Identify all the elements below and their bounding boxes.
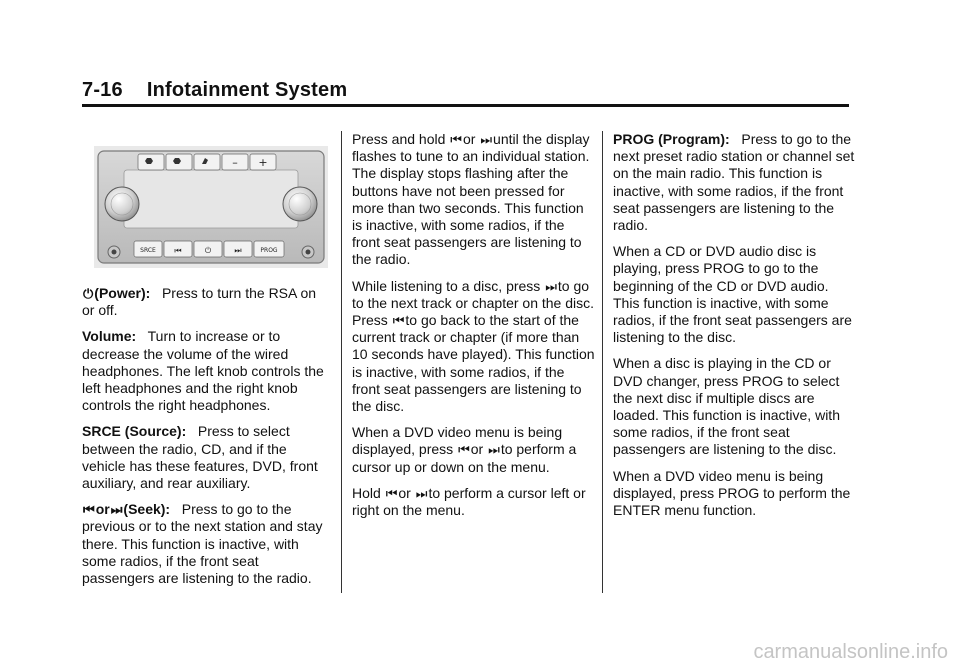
disc-text-a: While listening to a disc, press	[352, 277, 541, 294]
seek-forward-icon: ⏭	[480, 132, 493, 147]
hold-text-a: Press and hold	[352, 131, 446, 147]
dvd-text-a: When a DVD video menu is being displayed, press	[352, 424, 563, 458]
seek-back-icon: ⏮	[392, 313, 405, 329]
volume-text: Turn to increase or to decrease the volume of the wired headphones. The left knob controls the left headphones and the right knob controls the right headphones.	[82, 328, 324, 414]
seek-forward-button-label: ⏭	[234, 246, 242, 255]
plus-button-label: +	[258, 156, 268, 169]
left-volume-knob	[105, 187, 139, 221]
seek-forward-icon: ⏭	[415, 485, 428, 501]
top-button-row	[138, 154, 276, 170]
dvd-text-b: to perform a cursor up or down on the menu.	[352, 441, 577, 475]
cursor-or: or	[398, 484, 411, 501]
bottom-button-row	[134, 241, 284, 257]
power-paragraph	[82, 285, 332, 319]
seek-back-icon: ⏮	[458, 442, 470, 458]
power-icon: ⏻	[83, 286, 94, 301]
column-divider-2	[602, 131, 603, 593]
disc-paragraph	[352, 278, 595, 416]
column-2	[352, 131, 595, 528]
seek-back-icon: ⏮	[83, 502, 95, 518]
dvd-or: or	[470, 441, 484, 458]
seek-forward-icon: ⏭	[545, 278, 557, 294]
disc-text-c: to go back to the start of the current track or chapter (if more than 10 seconds have played). This function is inactive, with some radios, if the front seat passengers are listening to the disc.	[352, 312, 595, 415]
cd-dvd-paragraph: When a CD or DVD audio disc is playing, press PROG to go to the beginning of the CD or DVD audio. This function is inactive, with some radios, if the front seat passengers are listening to the disc.	[613, 243, 852, 346]
hold-or: or	[463, 131, 476, 147]
volume-paragraph	[82, 328, 332, 414]
hold-text-b: until the display flashes to tune to an individual station. The display stops flashing after the buttons have not been pressed for more than two seconds. This function is inactive, with some radios, if the front seat passengers are listening to the radio.	[352, 131, 590, 268]
seek-forward-icon: ⏭	[110, 502, 123, 518]
power-text: Press to turn the RSA on or off.	[82, 285, 317, 319]
hold-paragraph	[352, 131, 595, 269]
section-title: Infotainment System	[146, 79, 348, 101]
srce-label: SRCE (Source):	[82, 423, 187, 440]
page-header	[82, 79, 347, 102]
cursor-text-a: Hold	[352, 484, 381, 501]
seek-text: Press to go to the previous or to the next station and stay there. This function is inactive, with some radios, if the front seat passengers are listening to the radio.	[82, 501, 323, 587]
prog-label: PROG (Program):	[613, 131, 730, 147]
page-number: 7-16	[82, 79, 123, 101]
right-volume-knob	[283, 187, 317, 221]
dvd-menu-paragraph	[352, 424, 595, 476]
srce-text: Press to select between the radio, CD, and if the vehicle has these features, DVD, front auxiliary, and rear auxiliary.	[82, 423, 318, 492]
column-divider-1	[341, 131, 342, 593]
cursor-text-b: to perform a cursor left or right on the menu.	[352, 484, 586, 519]
seek-back-icon: ⏮	[385, 485, 398, 501]
column-3	[613, 131, 858, 528]
rsa-control-panel-figure	[94, 146, 328, 268]
seek-paragraph	[82, 501, 332, 587]
power-label: (Power):	[94, 285, 151, 301]
seek-or: or	[95, 501, 110, 518]
srce-paragraph	[82, 423, 332, 492]
changer-paragraph: When a disc is playing in the CD or DVD changer, press PROG to select the next disc if multiple discs are loaded. This function is inactive, with some radios, if the front seat passengers are listening to the disc.	[613, 355, 840, 458]
cursor-paragraph	[352, 485, 595, 519]
minus-button-label: –	[232, 156, 238, 169]
prog-text: Press to go to the next preset radio station or channel set on the main radio. This function is inactive, with some radios, if the front seat passengers are listening to the radio.	[613, 131, 855, 234]
seek-back-button-label: ⏮	[174, 246, 182, 255]
watermark: carmanualsonline.info	[753, 641, 948, 663]
seek-back-icon: ⏮	[450, 132, 462, 147]
seek-label: (Seek):	[123, 501, 171, 518]
prog-button-label: PROG	[260, 247, 278, 254]
srce-button-label: SRCE	[140, 247, 156, 254]
disc-text-b: to go to the next track or chapter on the disc. Press	[352, 277, 595, 329]
enter-paragraph: When a DVD video menu is being displayed, press PROG to perform the ENTER menu function.	[613, 467, 851, 519]
column-1	[82, 285, 332, 596]
seek-forward-icon: ⏭	[488, 442, 500, 458]
power-button-label: ⏻	[204, 246, 212, 255]
prog-paragraph	[613, 131, 858, 234]
volume-label: Volume:	[82, 328, 137, 345]
header-rule	[82, 104, 849, 107]
